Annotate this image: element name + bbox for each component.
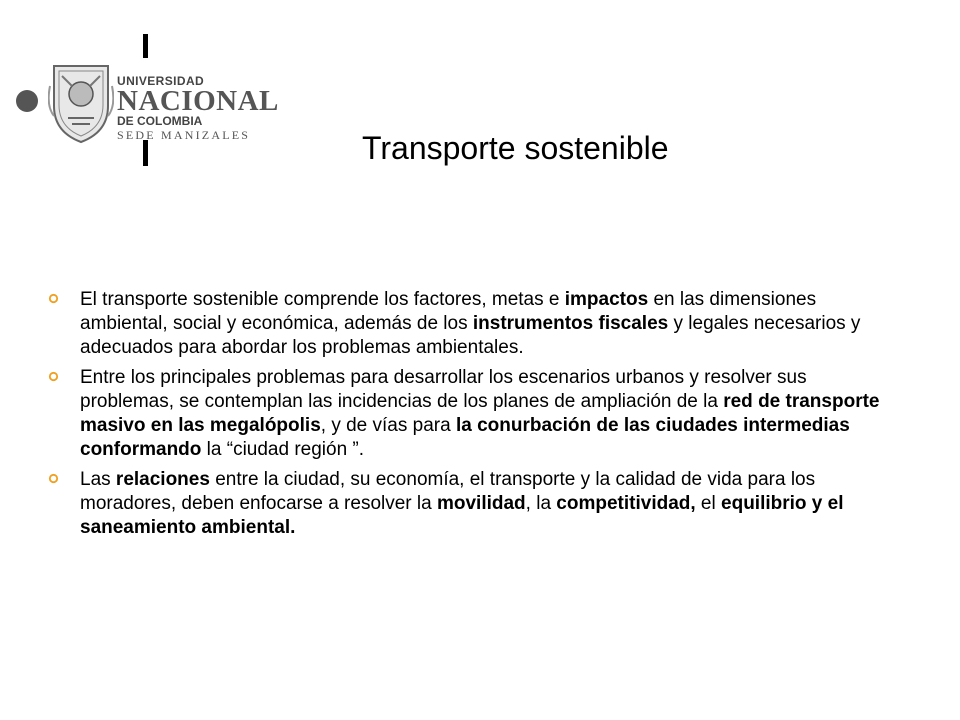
university-seal-icon	[48, 56, 114, 144]
university-logo	[48, 56, 279, 146]
bullet-item	[48, 288, 888, 360]
bullet-ring-icon	[48, 371, 59, 382]
bullet-segment-bold: instrumentos fiscales	[472, 313, 669, 334]
logo-line-universidad: UNIVERSIDAD	[117, 74, 205, 88]
bullet-segment-bold: red de transporte masivo en las megalópolis	[80, 391, 880, 436]
bullet-segment-bold: relaciones	[115, 469, 210, 490]
decorative-dot	[16, 90, 38, 112]
bullet-segment-bold: competitividad,	[556, 493, 696, 514]
bullet-segment-bold: movilidad	[436, 493, 526, 514]
bullet-ring-icon	[48, 293, 59, 304]
bullet-text	[80, 288, 888, 360]
bullet-segment-bold: impactos	[564, 289, 649, 310]
bullet-list	[48, 288, 888, 546]
slide-title: Transporte sostenible	[362, 130, 669, 166]
bullet-segment: en las dimensiones ambiental, social y económica, además de los	[80, 289, 817, 334]
logo-line-nacional: NACIONAL	[117, 85, 279, 117]
bullet-segment: entre la ciudad, su economía, el transporte y la calidad de vida para los moradores, deben enfocarse a resolver la	[80, 469, 816, 514]
bullet-segment: , la	[525, 493, 557, 514]
bullet-segment: la “ciudad región ”.	[201, 439, 365, 460]
bullet-segment: Las	[80, 469, 116, 490]
logo-line-sede: SEDE MANIZALES	[117, 128, 251, 142]
bullet-segment: y legales necesarios y adecuados para abordar los problemas ambientales.	[80, 313, 861, 358]
bullet-segment-bold: equilibrio y el saneamiento ambiental.	[80, 493, 844, 538]
logo-line-colombia: DE COLOMBIA	[117, 114, 203, 128]
decorative-bar-top	[143, 34, 148, 58]
bullet-segment: El transporte sostenible comprende los factores, metas e	[80, 289, 565, 310]
bullet-item	[48, 468, 888, 540]
bullet-segment: , y de vías para	[320, 415, 456, 436]
bullet-text	[80, 366, 888, 462]
bullet-text	[80, 468, 888, 540]
bullet-segment: Entre los principales problemas para desarrollar los escenarios urbanos y resolver sus problemas, se contemplan las incidencias de los planes de ampliación de la	[80, 367, 807, 412]
bullet-ring-icon	[48, 473, 59, 484]
bullet-segment-bold: la conurbación de las ciudades intermedias conformando	[80, 415, 850, 460]
bullet-item	[48, 366, 888, 462]
logo-wordmark	[117, 74, 279, 143]
bullet-segment: el	[695, 493, 722, 514]
